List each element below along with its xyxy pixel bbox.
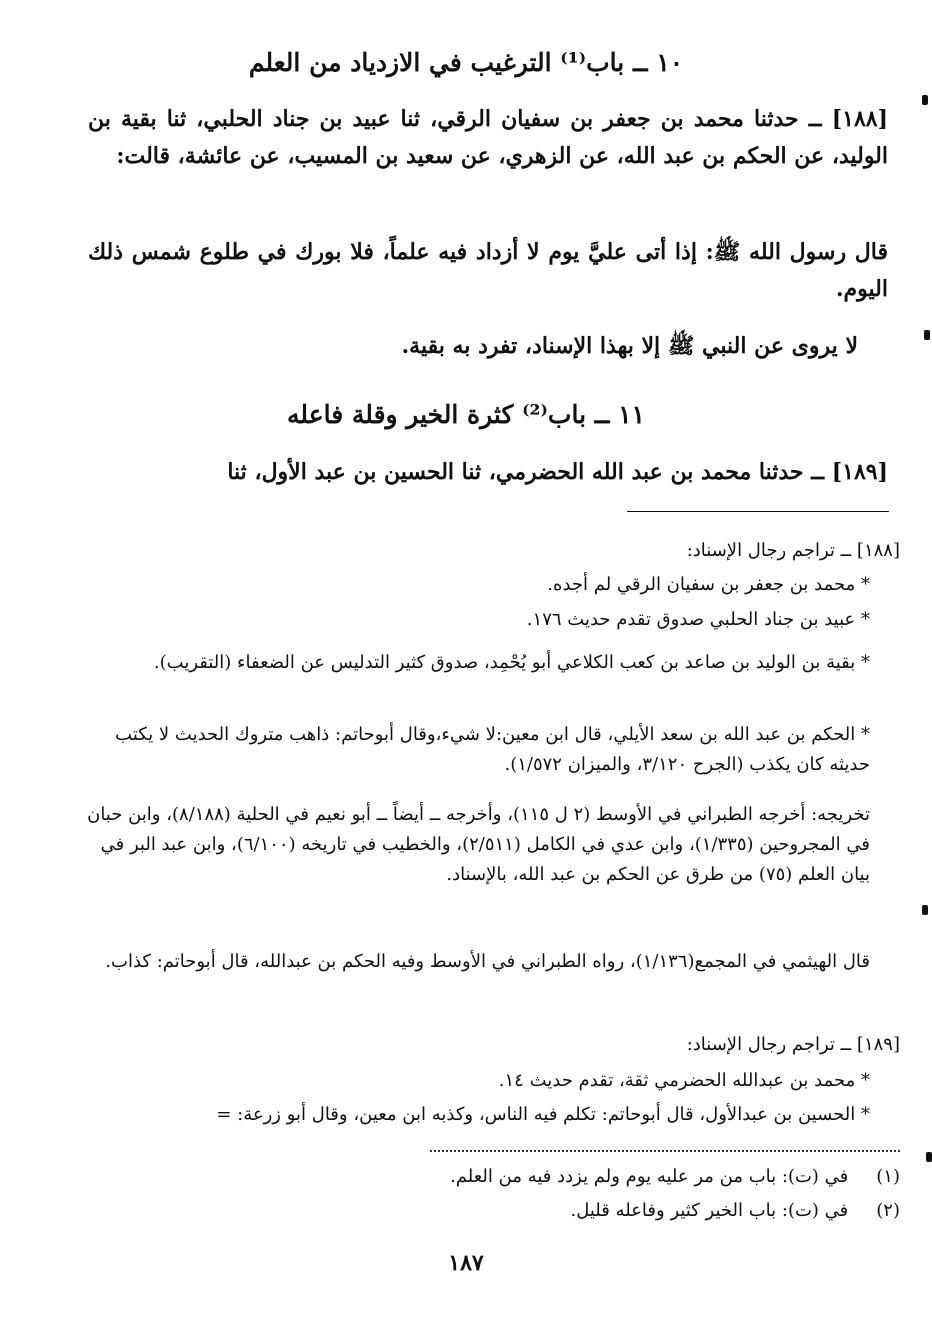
hadith-189-isnad: [١٨٩] ــ حدثنا محمد بن عبد الله الحضرمي، ثنا الحسين بن عبد الأول، ثنا [227, 459, 888, 485]
footnote-2 [80, 1196, 900, 1226]
margin-mark [924, 330, 930, 340]
notes-189-item: * الحسين بن عبدالأول، قال أبوحاتم: تكلم فيه الناس، وكذبه ابن معين، وقال أبو زرعة: = [216, 1104, 870, 1125]
notes-189-item: * محمد بن عبدالله الحضرمي ثقة، تقدم حديث ١٤. [498, 1070, 870, 1091]
footnote-text: في (ت): باب الخير كثير وفاعله قليل. [570, 1200, 849, 1221]
page-number: ١٨٧ [448, 1250, 484, 1276]
footnote-number: (٢) [876, 1200, 900, 1221]
margin-mark [926, 1152, 932, 1162]
notes-188-item: * عبيد بن جناد الحلبي صدوق تقدم حديث ١٧٦. [526, 609, 870, 630]
notes-188-item: * الحكم بن عبد الله بن سعد الأيلي، قال ابن معين:لا شيء،وقال أبوحاتم: ذاهب متروك الحديث لا يكتب حديثه كان يكذب (الجرح ٣/١٢٠، والميزان ١/٥٧٢). [115, 724, 870, 775]
footnote-separator [430, 1150, 900, 1152]
notes-188-takhrij: تخريجه: أخرجه الطبراني في الأوسط (٢ ل ١١٥)، وأخرجه ــ أيضاً ــ أبو نعيم في الحلية (٨/١٨٨)، وابن حبان في المجروحين (١/٣٣٥)، وابن عدي في الكامل (٢/٥١١)، والخطيب في تاريخه (٦/١٠٠)، وابن عبد البر في بيان العلم (٧٥) من طرق عن الحكم بن عبد الله، بالإسناد. [87, 804, 870, 885]
notes-188-haythami: قال الهيثمي في المجمع(١/١٣٦)، رواه الطبراني في الأوسط وفيه الحكم بن عبدالله، قال أبوحاتم: كذاب. [105, 951, 870, 972]
hadith-188-matn: قال رسول الله ﷺ: إذا أتى عليَّ يوم لا أزداد فيه علماً، فلا بورك في طلوع شمس ذلك اليوم. [88, 239, 888, 302]
footnote-number: (١) [876, 1166, 900, 1187]
hadith-188-comment: لا يروى عن النبي ﷺ إلا بهذا الإسناد، تفرد به بقية. [401, 333, 858, 359]
margin-mark [922, 95, 928, 105]
chapter-11-title: ١١ ــ باب⁽²⁾ كثرة الخير وقلة فاعله [287, 400, 645, 429]
footnote-text: في (ت): باب من مر عليه يوم ولم يزدد فيه من العلم. [450, 1166, 849, 1187]
notes-188-item: * محمد بن جعفر بن سفيان الرقي لم أجده. [547, 574, 870, 595]
hadith-188-isnad: [١٨٨] ــ حدثنا محمد بن جعفر بن سفيان الرقي، ثنا عبيد بن جناد الحلبي، ثنا بقية بن الوليد، عن الحكم بن عبد الله، عن الزهري، عن سعيد بن المسيب، عن عائشة، قالت: [88, 106, 888, 169]
notes-separator [627, 511, 889, 512]
chapter-10-title: ١٠ ــ باب⁽¹⁾ الترغيب في الازدياد من العلم [248, 48, 684, 77]
notes-188-item: * بقية بن الوليد بن صاعد بن كعب الكلاعي أبو يُحْمِد، صدوق كثير التدليس عن الضعفاء (التقريب). [153, 652, 870, 673]
footnote-1 [80, 1162, 900, 1192]
margin-mark [922, 905, 928, 915]
notes-188-heading: [١٨٨] ــ تراجم رجال الإسناد: [686, 540, 900, 561]
notes-189-heading: [١٨٩] ــ تراجم رجال الإسناد: [686, 1034, 900, 1055]
